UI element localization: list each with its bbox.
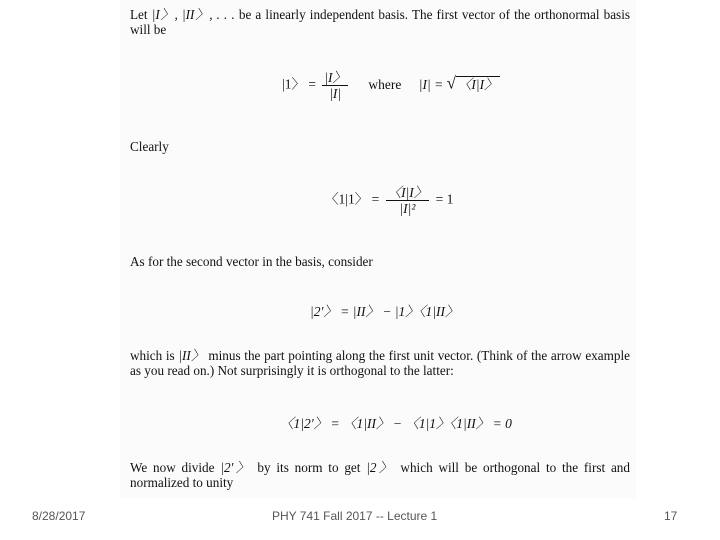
intro-text-end: be a linearly independent basis. The first vector of the orthonormal basis will be — [130, 7, 630, 37]
equation-second-vector — [310, 300, 459, 320]
paragraph-second-vector — [130, 254, 630, 269]
eq1-numerator: |I〉 — [324, 70, 347, 85]
intro-math: |I〉, |II〉, . . . — [151, 7, 235, 22]
equation-orthogonality — [280, 412, 512, 432]
eq2-rhs: = 1 — [435, 191, 454, 207]
eq4-text: 〈1|2′〉 = 〈1|II〉 − 〈1|1〉〈1|II〉 = 0 — [280, 416, 512, 431]
sqrt-symbol: √ — [446, 73, 456, 93]
normalize-text-3: which will be orthogonal to the first and normalized to unity — [130, 460, 630, 490]
orthogonal-math: |II〉 — [178, 348, 205, 363]
equation-normalization — [325, 185, 453, 216]
footer-page-number: 17 — [664, 509, 678, 523]
equation-first-vector — [282, 70, 500, 101]
eq2-lhs: 〈1|1〉 = — [325, 191, 380, 207]
orthogonal-text-end: minus the part pointing along the first unit vector. (Think of the arrow example as you read on.) Not surprisingly it is orthogonal to the latter: — [130, 348, 630, 378]
footer-course-title: PHY 741 Fall 2017 -- Lecture 1 — [272, 509, 438, 523]
eq1-denominator: |I| — [329, 86, 342, 101]
orthogonal-text-start: which is — [130, 348, 179, 363]
paragraph-intro — [130, 7, 630, 37]
eq2-fraction — [386, 185, 430, 216]
eq1-where: where — [368, 76, 402, 92]
eq1-sqrt-content: 〈I|I〉 — [457, 76, 498, 92]
normalize-math-1: |2′〉 — [220, 460, 252, 475]
normalize-text-2: by its norm to get — [251, 460, 367, 475]
normalize-math-2: |2〉 — [366, 460, 395, 475]
eq3-text: |2′〉 = |II〉 − |1〉〈1|II〉 — [310, 304, 459, 319]
second-vector-text: As for the second vector in the basis, consider — [130, 254, 373, 269]
eq2-numerator: 〈I|I〉 — [387, 185, 428, 200]
paragraph-clearly — [130, 139, 630, 154]
footer-date: 8/28/2017 — [32, 509, 86, 523]
paragraph-normalize — [130, 460, 630, 490]
eq1-norm-lhs: |I| = — [418, 76, 444, 92]
eq2-denominator: |I|² — [399, 201, 416, 216]
eq1-fraction — [322, 70, 348, 101]
normalize-text-1: We now divide — [130, 460, 221, 475]
clearly-text: Clearly — [130, 139, 169, 154]
eq1-lhs: |1〉 = — [282, 76, 316, 92]
intro-text-start: Let — [130, 7, 152, 22]
paragraph-orthogonal — [130, 348, 630, 378]
